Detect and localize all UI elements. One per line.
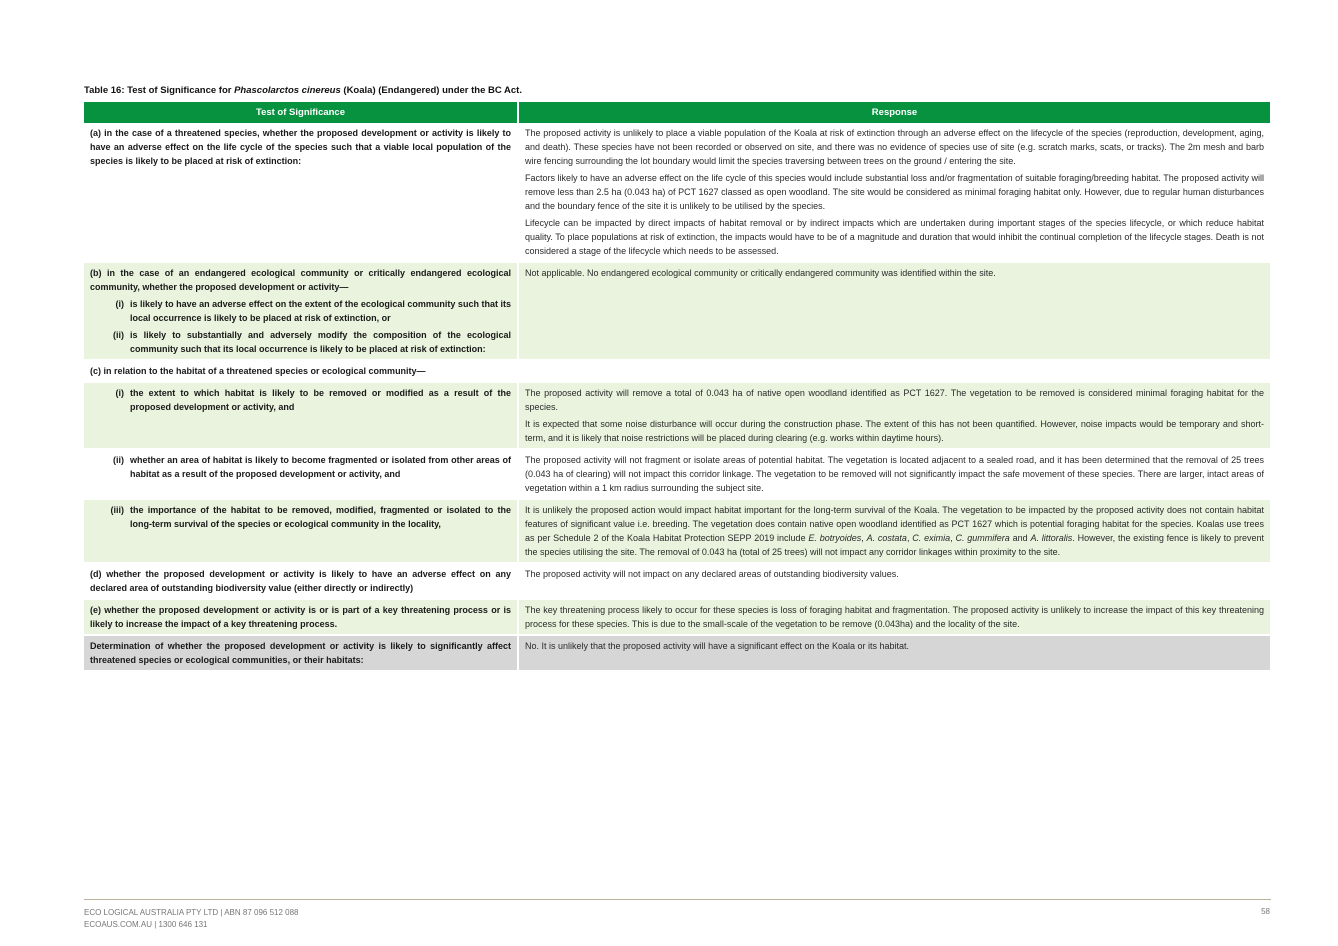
species-e-botryoides: E. botryoides — [808, 533, 862, 543]
question-determination: Determination of whether the proposed development or activity is likely to significantly affect threatened species or ecological communities, or their habitats: — [84, 635, 518, 670]
question-c-i — [84, 382, 518, 449]
species-c-eximia: C. eximia — [912, 533, 951, 543]
response-c-i — [518, 382, 1270, 449]
table-row-determination — [84, 635, 1270, 670]
c-i-number: (i) — [115, 388, 124, 398]
question-c: (c) in relation to the habitat of a threatened species or ecological community— — [84, 360, 1270, 382]
question-b-sub-i — [90, 297, 511, 325]
table-row-c-ii — [84, 449, 1270, 499]
response-a-paragraph-2: Factors likely to have an adverse effect on the life cycle of this species would include substantial loss and/or fragmentation of suitable foraging/breeding habitat. The proposed activity will remove less than 2.5 ha (0.043 ha) of PCT 1627 classed as open woodland. The site would be considered as minimal foraging habitat only. However, due to regular human disturbances and the boundary fence of the site it is unlikely to be utilised by the species. — [525, 173, 1264, 211]
header-response: Response — [518, 102, 1270, 123]
table-row-c — [84, 360, 1270, 382]
response-c-i-paragraph-2: It is expected that some noise disturbance will occur during the construction phase. The extent of this has not been quantified. However, noise impacts would be temporary and short-term, and it is likely that noise restrictions will be placed during clearing (e.g. works within daytime hours). — [525, 419, 1264, 443]
footer-divider — [84, 899, 1271, 900]
table-row-e — [84, 599, 1270, 635]
table-row-a — [84, 123, 1270, 262]
caption-suffix: (Koala) (Endangered) under the BC Act. — [340, 85, 522, 96]
species-a-littoralis: A. littoralis — [1030, 533, 1073, 543]
response-d: The proposed activity will not impact on any declared areas of outstanding biodiversity values. — [518, 563, 1270, 599]
question-c-ii-sub — [90, 453, 511, 481]
table-row-d — [84, 563, 1270, 599]
sub-ii-number: (ii) — [113, 330, 124, 340]
sub-ii-text: is likely to substantially and adversely modify the composition of the ecological community such that its local occurrence is likely to be placed at risk of extinction: — [130, 330, 511, 354]
sub-i-text: is likely to have an adverse effect on the extent of the ecological community such that its local occurrence is likely to be placed at risk of extinction, or — [130, 299, 511, 323]
response-a-paragraph-1: The proposed activity is unlikely to place a viable population of the Koala at risk of extinction through an adverse effect on the lifecycle of the species (reproduction, development, aging, and death). These species have not been recorded or observed on site, and there was no evidence of species use of site (e.g. scratch marks, scats, or tracks). The 2m mesh and barb wire fencing surrounding the lot boundary would limit the species traversing between trees on the ground / entering the site. — [525, 128, 1264, 166]
response-determination: No. It is unlikely that the proposed activity will have a significant effect on the Koala or its habitat. — [518, 635, 1270, 670]
response-c-iii-part-1: It is unlikely the proposed action would impact habitat important for the long-term survival of the Koala. The vegetation to be impacted by the proposed activity does not contain habitat features of significant value i.e. breeding. The vegetation does contain native open woodland identified as PCT 1627 which is potential foraging habitat for the species. Koalas use trees as per Schedule 2 of the Koala Habitat Protection SEPP 2019 include — [525, 505, 1264, 543]
response-b: Not applicable. No endangered ecological community or critically endangered community was identified within the site. — [518, 262, 1270, 360]
question-c-i-sub — [90, 386, 511, 414]
separator-4: and — [1009, 533, 1031, 543]
question-e: (e) whether the proposed development or activity is or is part of a key threatening process or is likely to increase the impact of a key threatening process. — [84, 599, 518, 635]
caption-species: Phascolarctos cinereus — [234, 85, 341, 96]
response-e: The key threatening process likely to occur for these species is loss of foraging habitat and fragmentation. The proposed activity is unlikely to increase the impact of this key threatening process for these species. This is due to the small-scale of the vegetation to be remove (0.043ha) and the locality of the site. — [518, 599, 1270, 635]
table-row-b — [84, 262, 1270, 360]
species-a-costata: A. costata — [866, 533, 907, 543]
question-b-lead: (b) in the case of an endangered ecological community or critically endangered ecological community, whether the proposed development or activity— — [90, 268, 511, 292]
species-c-gummifera: C. gummifera — [955, 533, 1010, 543]
sub-i-number: (i) — [115, 299, 124, 309]
footer-line-1: ECO LOGICAL AUSTRALIA PTY LTD | ABN 87 096 512 088 — [84, 908, 299, 917]
caption-prefix: Table 16: Test of Significance for — [84, 85, 235, 96]
response-c-iii — [518, 499, 1270, 563]
c-iii-text: the importance of the habitat to be removed, modified, fragmented or isolated to the long-term survival of the species or ecological community in the locality, — [130, 505, 511, 529]
header-test-of-significance: Test of Significance — [84, 102, 518, 123]
separator-3: , — [950, 533, 956, 543]
table-row-c-i — [84, 382, 1270, 449]
response-c-i-paragraph-1: The proposed activity will remove a total of 0.043 ha of native open woodland identified as PCT 1627. The vegetation to be removed is considered minimal foraging habitat for the species. — [525, 388, 1264, 412]
separator-2: , — [906, 533, 913, 543]
question-c-iii-sub — [90, 503, 511, 531]
response-a — [518, 123, 1270, 262]
separator-1: , — [861, 533, 867, 543]
table-caption — [84, 85, 522, 96]
c-i-text: the extent to which habitat is likely to be removed or modified as a result of the proposed development or activity, and — [130, 388, 511, 412]
page-number: 58 — [1261, 907, 1270, 916]
response-c-iii-part-2: . However, the existing fence is likely to prevent the species utilising the site. The removal of 0.043 ha (total of 25 trees) will not impact any corridor linkages within proximity to the site. — [525, 533, 1264, 557]
response-c-ii: The proposed activity will not fragment or isolate areas of potential habitat. The vegetation is located adjacent to a sealed road, and it has been determined that the removal of 25 trees (0.043 ha of clearing) will not impact this corridor linkage. The vegetation to be removed will not significantly impact the safe movement of these species. There are larger, intact areas of vegetation within a 1 km radius surrounding the subject site. — [518, 449, 1270, 499]
table-row-c-iii — [84, 499, 1270, 563]
question-c-ii — [84, 449, 518, 499]
question-b — [84, 262, 518, 360]
question-c-iii — [84, 499, 518, 563]
significance-table — [84, 102, 1270, 670]
footer-line-2: ECOAUS.COM.AU | 1300 646 131 — [84, 920, 208, 929]
table-header-row — [84, 102, 1270, 123]
c-iii-number: (iii) — [110, 505, 124, 515]
response-a-paragraph-3: Lifecycle can be impacted by direct impacts of habitat removal or by indirect impacts which are undertaken during important stages of the species lifecycle, or which reduce habitat quality. To place populations at risk of extinction, the impacts would have to be of a magnitude and duration that would inhibit the continual completion of the lifecycle stages. Death is not considered a stage of the lifecycle which needs to be assessed. — [525, 218, 1264, 256]
question-a: (a) in the case of a threatened species, whether the proposed development or activity is likely to have an adverse effect on the life cycle of the species such that a viable local population of the species is likely to be placed at risk of extinction: — [84, 123, 518, 262]
c-ii-number: (ii) — [113, 455, 124, 465]
c-ii-text: whether an area of habitat is likely to become fragmented or isolated from other areas of habitat as a result of the proposed development or activity, and — [130, 455, 511, 479]
question-b-sub-ii — [90, 328, 511, 356]
question-d: (d) whether the proposed development or activity is likely to have an adverse effect on any declared area of outstanding biodiversity value (either directly or indirectly) — [84, 563, 518, 599]
footer-company-info — [84, 907, 298, 931]
